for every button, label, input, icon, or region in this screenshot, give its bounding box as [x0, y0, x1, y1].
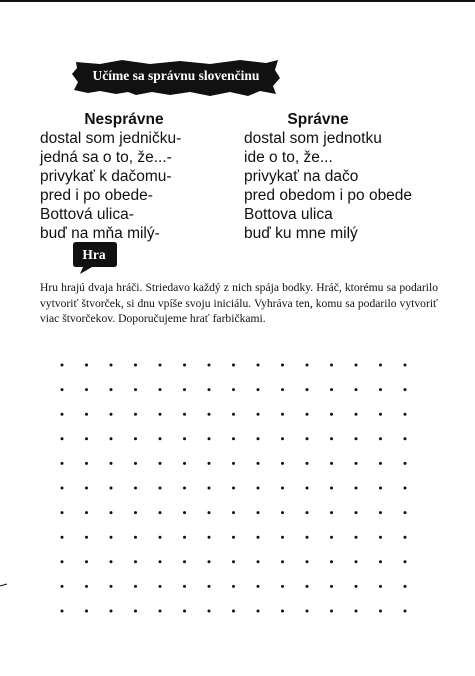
grid-dot[interactable]	[257, 536, 260, 539]
grid-dot[interactable]	[61, 585, 64, 588]
grid-dot[interactable]	[85, 511, 88, 514]
grid-dot[interactable]	[134, 487, 137, 490]
grid-dot[interactable]	[159, 610, 162, 613]
grid-dot[interactable]	[355, 511, 358, 514]
grid-dot[interactable]	[232, 511, 235, 514]
grid-dot[interactable]	[379, 364, 382, 367]
grid-dot[interactable]	[134, 610, 137, 613]
grid-dot[interactable]	[134, 388, 137, 391]
grid-dot[interactable]	[379, 536, 382, 539]
grid-dot[interactable]	[159, 585, 162, 588]
grid-dot[interactable]	[134, 437, 137, 440]
grid-dot[interactable]	[85, 560, 88, 563]
banner-title: Učíme sa správnu slovenčinu	[92, 68, 260, 83]
wrong-item: privykať k dačomu-	[40, 168, 172, 185]
grid-dot[interactable]	[208, 413, 211, 416]
grid-dot[interactable]	[379, 388, 382, 391]
grid-dot[interactable]	[208, 560, 211, 563]
grid-dot[interactable]	[330, 560, 333, 563]
grid-dot[interactable]	[355, 610, 358, 613]
grid-dot[interactable]	[330, 413, 333, 416]
grid-dot[interactable]	[330, 610, 333, 613]
grid-dot[interactable]	[257, 462, 260, 465]
grid-dot[interactable]	[330, 536, 333, 539]
wrong-item: Bottová ulica-	[40, 206, 134, 223]
grid-dot[interactable]	[110, 413, 113, 416]
grid-dot[interactable]	[330, 462, 333, 465]
grid-dot[interactable]	[355, 462, 358, 465]
grid-dot[interactable]	[61, 560, 64, 563]
grid-dot[interactable]	[404, 536, 407, 539]
grid-dot[interactable]	[110, 462, 113, 465]
grid-dot[interactable]	[208, 585, 211, 588]
grid-dot[interactable]	[183, 487, 186, 490]
grid-dot[interactable]	[306, 511, 309, 514]
grid-dot[interactable]	[134, 413, 137, 416]
grid-dot[interactable]	[404, 585, 407, 588]
grid-dot[interactable]	[281, 364, 284, 367]
grid-dot[interactable]	[257, 413, 260, 416]
grid-dot[interactable]	[183, 560, 186, 563]
grid-dot[interactable]	[232, 413, 235, 416]
grid-dot[interactable]	[208, 462, 211, 465]
wrong-item: dostal som jedničku-	[40, 130, 182, 147]
wrong-item: jedná sa o to, že...-	[40, 149, 172, 166]
wrong-item: pred i po obede-	[40, 187, 153, 204]
grid-dot[interactable]	[110, 536, 113, 539]
grid-dot[interactable]	[306, 585, 309, 588]
grid-dot[interactable]	[232, 536, 235, 539]
grid-dot[interactable]	[85, 413, 88, 416]
wrong-item: buď na mňa milý-	[40, 225, 160, 242]
grid-dot[interactable]	[404, 364, 407, 367]
grid-dot[interactable]	[159, 462, 162, 465]
grid-dot[interactable]	[306, 413, 309, 416]
grid-dot[interactable]	[110, 364, 113, 367]
grid-dot[interactable]	[159, 560, 162, 563]
grid-dot[interactable]	[110, 560, 113, 563]
grid-dot[interactable]	[183, 462, 186, 465]
grid-dot[interactable]	[281, 560, 284, 563]
game-title: Hra	[82, 247, 106, 262]
grid-dot[interactable]	[61, 462, 64, 465]
grid-dot[interactable]	[183, 413, 186, 416]
grid-dot[interactable]	[355, 437, 358, 440]
grid-dot[interactable]	[208, 610, 211, 613]
grid-dot[interactable]	[85, 610, 88, 613]
grid-dot[interactable]	[281, 585, 284, 588]
grid-dot[interactable]	[330, 437, 333, 440]
grid-dot[interactable]	[257, 610, 260, 613]
grid-dot[interactable]	[159, 413, 162, 416]
grid-dot[interactable]	[281, 388, 284, 391]
grid-dot[interactable]	[208, 487, 211, 490]
grid-dot[interactable]	[61, 511, 64, 514]
grid-dot[interactable]	[208, 536, 211, 539]
grid-dot[interactable]	[355, 585, 358, 588]
grid-dot[interactable]	[257, 364, 260, 367]
grid-dot[interactable]	[61, 610, 64, 613]
grid-dot[interactable]	[404, 610, 407, 613]
right-item: privykať na dačo	[244, 168, 359, 185]
grid-dot[interactable]	[85, 388, 88, 391]
grid-dot[interactable]	[355, 413, 358, 416]
grid-dot[interactable]	[110, 487, 113, 490]
grid-dot[interactable]	[257, 585, 260, 588]
grid-dot[interactable]	[404, 462, 407, 465]
grid-dot[interactable]	[134, 462, 137, 465]
grid-dot[interactable]	[232, 560, 235, 563]
grid-dot[interactable]	[159, 388, 162, 391]
grid-dot[interactable]	[134, 536, 137, 539]
grid-dot[interactable]	[208, 388, 211, 391]
grid-dot[interactable]	[134, 364, 137, 367]
grid-dot[interactable]	[110, 585, 113, 588]
grid-dot[interactable]	[110, 511, 113, 514]
grid-dot[interactable]	[281, 437, 284, 440]
grid-dot[interactable]	[404, 437, 407, 440]
grid-dot[interactable]	[355, 487, 358, 490]
grid-dot[interactable]	[110, 610, 113, 613]
grid-dot[interactable]	[208, 437, 211, 440]
grid-dot[interactable]	[134, 560, 137, 563]
grid-dot[interactable]	[134, 585, 137, 588]
grid-dot[interactable]	[85, 536, 88, 539]
grid-dot[interactable]	[355, 388, 358, 391]
grid-dot[interactable]	[85, 585, 88, 588]
grid-dot[interactable]	[159, 487, 162, 490]
grid-dot[interactable]	[183, 536, 186, 539]
grid-dot[interactable]	[159, 437, 162, 440]
grid-dot[interactable]	[404, 487, 407, 490]
grid-dot[interactable]	[159, 511, 162, 514]
grid-dot[interactable]	[379, 560, 382, 563]
grid-dot[interactable]	[85, 487, 88, 490]
grid-dot[interactable]	[379, 585, 382, 588]
grid-dot[interactable]	[61, 388, 64, 391]
grid-dot[interactable]	[404, 388, 407, 391]
grid-dot[interactable]	[85, 462, 88, 465]
grid-dot[interactable]	[379, 487, 382, 490]
grid-dot[interactable]	[281, 511, 284, 514]
grid-dot[interactable]	[379, 413, 382, 416]
grid-dot[interactable]	[232, 364, 235, 367]
grid-dot[interactable]	[61, 413, 64, 416]
grid-dot[interactable]	[281, 413, 284, 416]
grid-dot[interactable]	[183, 364, 186, 367]
grid-dot[interactable]	[232, 610, 235, 613]
game-description: Hru hrajú dvaja hráči. Striedavo každý z nich spája bodky. Hráč, ktorému sa podarilo vytvoriť štvorček, si dnu vpíše svoju iniciálu. Vyhráva ten, komu sa podarilo vytvoriť viac štvorčekov. Doporučujeme hrať farbičkami.	[40, 281, 438, 325]
grid-dot[interactable]	[281, 536, 284, 539]
grid-dot[interactable]	[306, 388, 309, 391]
wrong-heading: Nesprávne	[84, 111, 164, 128]
grid-dot[interactable]	[330, 585, 333, 588]
grid-dot[interactable]	[257, 437, 260, 440]
grid-dot[interactable]	[159, 536, 162, 539]
grid-dot[interactable]	[183, 388, 186, 391]
grid-dot[interactable]	[257, 560, 260, 563]
grid-dot[interactable]	[61, 364, 64, 367]
grid-dot[interactable]	[355, 560, 358, 563]
grid-dot[interactable]	[330, 487, 333, 490]
grid-dot[interactable]	[110, 388, 113, 391]
grid-dot[interactable]	[281, 462, 284, 465]
grid-dot[interactable]	[404, 413, 407, 416]
grid-dot[interactable]	[306, 462, 309, 465]
grid-dot[interactable]	[330, 388, 333, 391]
grid-dot[interactable]	[257, 511, 260, 514]
grid-dot[interactable]	[379, 462, 382, 465]
grid-dot[interactable]	[404, 560, 407, 563]
grid-dot[interactable]	[379, 610, 382, 613]
right-item: ide o to, že...	[244, 149, 333, 166]
grid-dot[interactable]	[110, 437, 113, 440]
grid-dot[interactable]	[61, 487, 64, 490]
grid-dot[interactable]	[183, 511, 186, 514]
right-item: dostal som jednotku	[244, 130, 382, 147]
grid-dot[interactable]	[232, 487, 235, 490]
grid-dot[interactable]	[232, 437, 235, 440]
grid-dot[interactable]	[61, 536, 64, 539]
grid-dot[interactable]	[379, 437, 382, 440]
grid-dot[interactable]	[404, 511, 407, 514]
grid-dot[interactable]	[183, 437, 186, 440]
right-item: pred obedom i po obede	[244, 187, 413, 204]
grid-dot[interactable]	[183, 585, 186, 588]
grid-dot[interactable]	[281, 610, 284, 613]
grid-dot[interactable]	[306, 487, 309, 490]
edge-mark	[0, 582, 8, 588]
grid-dot[interactable]	[134, 511, 137, 514]
grid-dot[interactable]	[85, 364, 88, 367]
grid-dot[interactable]	[208, 364, 211, 367]
grid-dot[interactable]	[379, 511, 382, 514]
grid-dot[interactable]	[355, 536, 358, 539]
grid-dot[interactable]	[306, 364, 309, 367]
grid-dot[interactable]	[306, 560, 309, 563]
grid-dot[interactable]	[61, 437, 64, 440]
grid-dot[interactable]	[281, 487, 284, 490]
grid-dot[interactable]	[85, 437, 88, 440]
grid-dot[interactable]	[183, 610, 186, 613]
grid-dot[interactable]	[159, 364, 162, 367]
grid-dot[interactable]	[330, 511, 333, 514]
right-item: buď ku mne milý	[244, 225, 358, 242]
grid-dot[interactable]	[355, 364, 358, 367]
grid-dot[interactable]	[232, 388, 235, 391]
grid-dot[interactable]	[232, 462, 235, 465]
grid-dot[interactable]	[232, 585, 235, 588]
grid-dot[interactable]	[306, 437, 309, 440]
right-heading: Správne	[287, 111, 349, 128]
grid-dot[interactable]	[257, 487, 260, 490]
grid-dot[interactable]	[306, 536, 309, 539]
grid-dot[interactable]	[330, 364, 333, 367]
grid-dot[interactable]	[306, 610, 309, 613]
right-item: Bottova ulica	[244, 206, 333, 223]
grid-dot[interactable]	[208, 511, 211, 514]
grid-dot[interactable]	[257, 388, 260, 391]
